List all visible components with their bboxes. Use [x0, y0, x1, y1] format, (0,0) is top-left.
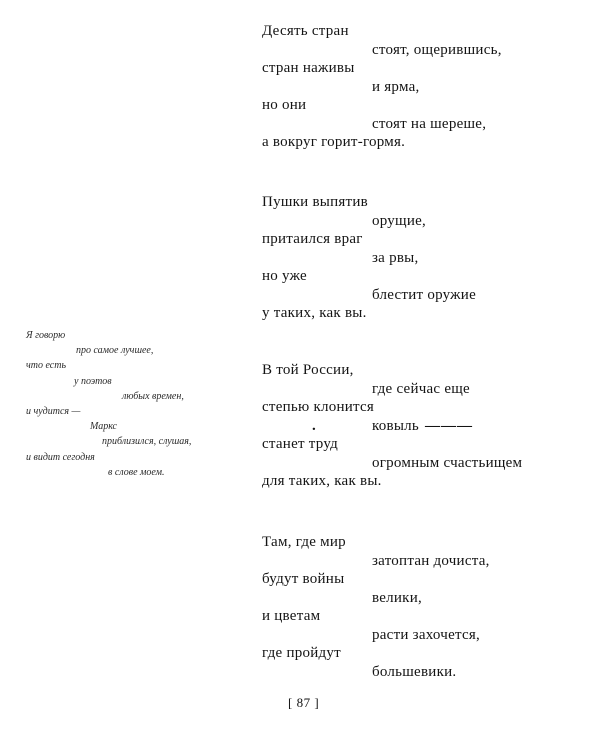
marginal-note-line: Я говорю: [26, 330, 66, 341]
poem-line: [262, 663, 592, 682]
poem-line: [262, 361, 592, 380]
poem-line: [262, 304, 592, 323]
stanza-2: [262, 193, 592, 323]
marginal-note-line: Маркс: [90, 421, 117, 433]
poem-line: [262, 570, 592, 589]
poem-line: [262, 589, 592, 608]
poem-line: [262, 607, 592, 626]
stanza-1: [262, 22, 592, 152]
stray-dot-mark: .: [312, 417, 316, 434]
poem-line-text: но они: [262, 97, 307, 113]
poem-line-text: орущие,: [372, 212, 427, 229]
poem-line: [262, 249, 592, 268]
poem-line-text: но уже: [262, 268, 307, 284]
poem-line: [262, 115, 592, 134]
poem-line-text: и цветам: [262, 608, 321, 624]
stanza-3: [262, 361, 592, 491]
marginal-note-line: любых времен,: [122, 390, 184, 402]
marginal-note-line: про самое лучшее,: [76, 345, 154, 357]
poem-line-text: блестит оружие: [372, 286, 476, 303]
poem-line: [262, 22, 592, 41]
poem-line: [262, 435, 592, 454]
poem-line: [262, 286, 592, 305]
poem-line-text: где пройдут: [262, 645, 341, 661]
poem-line: [262, 644, 592, 663]
stanza-4: [262, 533, 592, 681]
poem-line-text: Там, где мир: [262, 534, 346, 550]
poem-line: [262, 41, 592, 60]
poem-line: [262, 212, 592, 231]
poem-line: [262, 59, 592, 78]
marginal-note-line: что есть: [26, 360, 67, 372]
poem-line-text: стоят, ощерившись,: [372, 41, 502, 58]
poem-line: [262, 230, 592, 249]
poem-line-text: большевики.: [372, 663, 457, 680]
poem-line: [262, 454, 592, 473]
poem-line-text: степью клонится: [262, 399, 375, 415]
poem-line-text: будут войны: [262, 571, 345, 587]
poem-line-text: затоптан дочиста,: [372, 552, 490, 569]
poem-line-text: В той России,: [262, 362, 354, 378]
poem-line: [262, 380, 592, 399]
poem-line: [262, 626, 592, 645]
poem-line-text: расти захочется,: [372, 626, 481, 643]
poem-line: [262, 78, 592, 97]
poem-line-text: велики,: [372, 589, 422, 606]
poem-line: [262, 96, 592, 115]
marginal-note-line: приблизился, слушая,: [102, 436, 192, 448]
marginal-note-line: у поэтов: [74, 375, 112, 387]
poem-line: [262, 533, 592, 552]
marginal-note-line: и чудится —: [26, 405, 81, 417]
poem-line-text: стран наживы: [262, 60, 355, 76]
poem-line-text: станет труд: [262, 436, 339, 452]
poem-line-text: и ярма,: [372, 78, 420, 95]
poem-line: [262, 552, 592, 571]
poem-line: [262, 133, 592, 152]
marginal-note-line: в слове моем.: [108, 466, 165, 478]
poem-line-text: стоят на шереше,: [372, 115, 487, 132]
marginal-note-line: и видит сегодня: [26, 451, 95, 463]
poem-line: [262, 193, 592, 212]
poem-line: [262, 472, 592, 491]
poem-line-text: Пушки выпятив: [262, 194, 368, 210]
poem-line-text: притаился враг: [262, 231, 363, 247]
poem-line: [262, 398, 592, 417]
poem-line: [262, 417, 592, 436]
em-dash-mark: ———: [425, 417, 474, 434]
poem-line-text: где сейчас еще: [372, 380, 470, 397]
poem-line-text: ковыль: [372, 417, 420, 434]
page-number: [ 87 ]: [288, 695, 320, 710]
poem-line-text: а вокруг горит-гормя.: [262, 134, 406, 150]
poem-line-text: Десять стран: [262, 23, 349, 39]
poem-line-text: для таких, как вы.: [262, 473, 382, 489]
poem-line: [262, 267, 592, 286]
poem-line-text: у таких, как вы.: [262, 305, 367, 321]
poem-line-text: огромным счастьищем: [372, 454, 523, 471]
marginal-note: [26, 328, 236, 480]
poem-line-text: за рвы,: [372, 249, 419, 266]
